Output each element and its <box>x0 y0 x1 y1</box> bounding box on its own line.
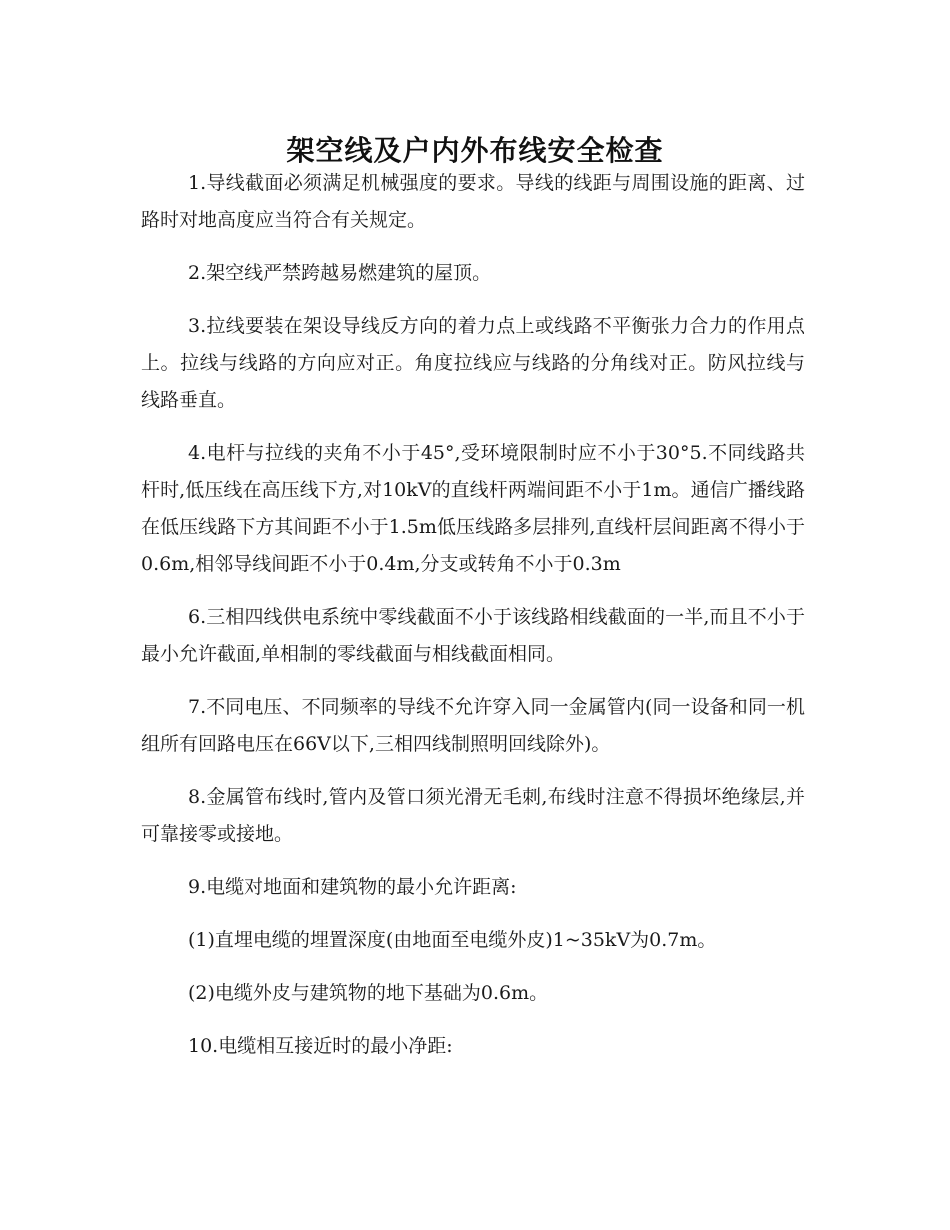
paragraph-1: 1.导线截面必须满足机械强度的要求。导线的线距与周围设施的距离、过路时对地高度应当符合有关规定。 <box>141 172 805 231</box>
paragraph-2: 2.架空线严禁跨越易燃建筑的屋顶。 <box>188 262 492 284</box>
paragraph-10: 10.电缆相互接近时的最小净距: <box>188 1035 453 1057</box>
document-body <box>141 165 805 1081</box>
paragraph-3: 3.拉线要装在架设导线反方向的着力点上或线路不平衡张力合力的作用点上。拉线与线路的方向应对正。角度拉线应与线路的分角线对正。防风拉线与线路垂直。 <box>141 315 805 411</box>
paragraph-7: 7.不同电压、不同频率的导线不允许穿入同一金属管内(同一设备和同一机组所有回路电压在66V以下,三相四线制照明回线除外)。 <box>141 696 805 755</box>
paragraph-9: 9.电缆对地面和建筑物的最小允许距离: <box>188 876 517 898</box>
document-title: 架空线及户内外布线安全检查 <box>286 133 664 167</box>
paragraph-6: 6.三相四线供电系统中零线截面不小于该线路相线截面的一半,而且不小于最小允许截面,单相制的零线截面与相线截面相同。 <box>141 606 805 665</box>
paragraph-9-item-1: (1)直埋电缆的埋置深度(由地面至电缆外皮)1~35kV为0.7m。 <box>188 929 717 951</box>
paragraph-4-5: 4.电杆与拉线的夹角不小于45°,受环境限制时应不小于30°5.不同线路共杆时,低压线在高压线下方,对10kV的直线杆两端间距不小于1m。通信广播线路在低压线路下方其间距不小于1.5m低压线路多层排列,直线杆层间距离不得小于0.6m,相邻导线间距不小于0.4m,分支或转角不小于0.3m <box>141 442 805 575</box>
paragraph-8: 8.金属管布线时,管内及管口须光滑无毛刺,布线时注意不得损坏绝缘层,并可靠接零或接地。 <box>141 786 805 845</box>
paragraph-9-item-2: (2)电缆外皮与建筑物的地下基础为0.6m。 <box>188 982 549 1004</box>
